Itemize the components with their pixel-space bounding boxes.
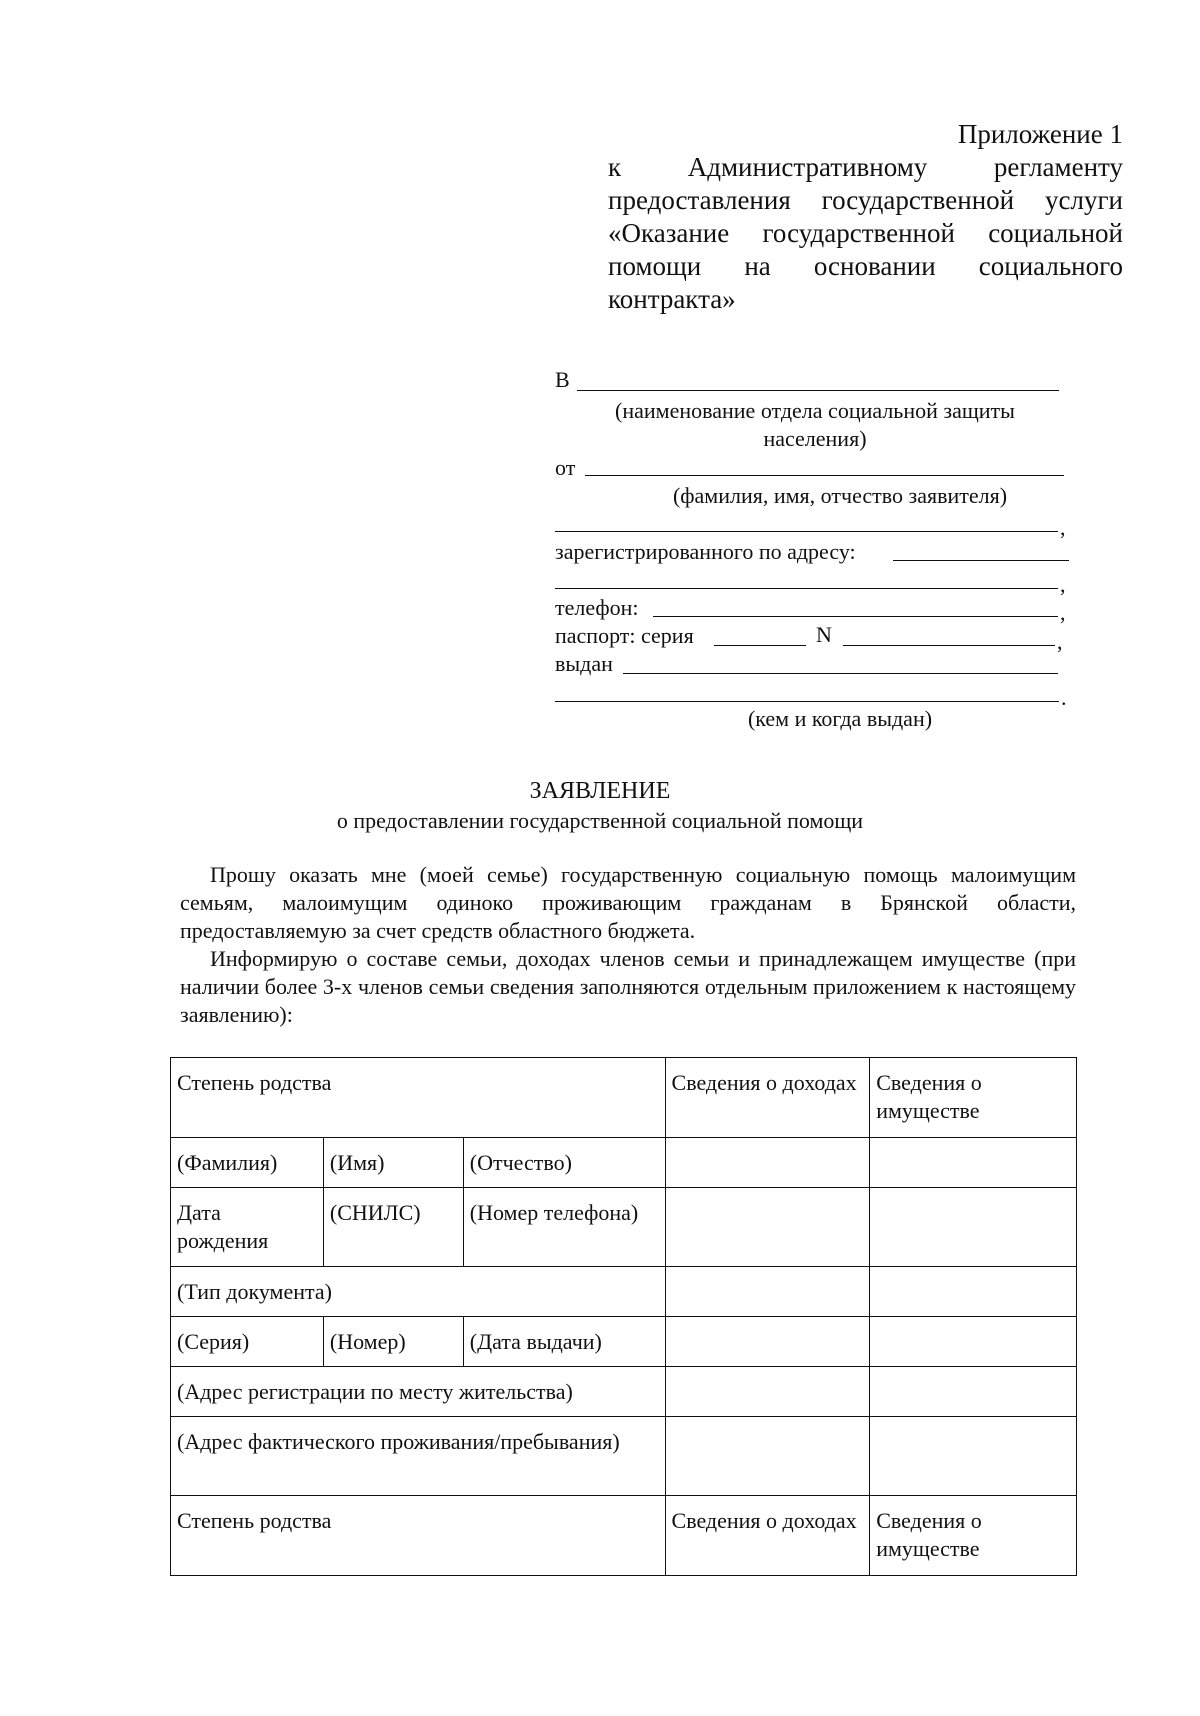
comma: , (1060, 600, 1066, 625)
table-row (171, 1267, 1077, 1317)
statement-paragraph: Прошу оказать мне (моей семье) государственную социальную помощь малоимущим семьям, малоимущим одиноко проживающим гражданам в Брянской области, предоставляемую за счет средств областного бюджета. (180, 862, 1076, 943)
relation-header: Степень родства (171, 1058, 666, 1138)
table-row (171, 1188, 1077, 1267)
income-header: Сведения о доходах (665, 1496, 870, 1576)
comma: , (1060, 515, 1066, 540)
actual-address-cell[interactable]: (Адрес фактического проживания/пребывания) (171, 1417, 666, 1496)
period: . (1061, 685, 1067, 710)
series-cell[interactable]: (Серия) (171, 1317, 324, 1367)
to-department-field[interactable] (577, 390, 1059, 391)
surname-cell[interactable]: (Фамилия) (171, 1138, 324, 1188)
table-row (171, 1317, 1077, 1367)
income-cell[interactable] (665, 1138, 870, 1188)
income-cell[interactable] (665, 1188, 870, 1267)
appendix-line: контракта» (608, 284, 736, 314)
property-cell[interactable] (870, 1317, 1077, 1367)
property-cell[interactable] (870, 1138, 1077, 1188)
snils-cell[interactable]: (СНИЛС) (323, 1188, 463, 1267)
to-caption: (наименование отдела социальной защиты населения) (615, 398, 1015, 451)
property-header: Сведения о имуществе (870, 1496, 1077, 1576)
applicant-name-continuation-field[interactable] (555, 531, 1058, 532)
appendix-line: помощи на основании социального (608, 251, 1123, 281)
property-cell[interactable] (870, 1267, 1077, 1317)
patronymic-cell[interactable]: (Отчество) (463, 1138, 665, 1188)
phone-number-cell[interactable]: (Номер телефона) (463, 1188, 665, 1267)
appendix-header (608, 118, 1123, 316)
table-row (171, 1417, 1077, 1496)
birth-date-cell[interactable]: Дата рождения (171, 1188, 324, 1267)
income-cell[interactable] (665, 1367, 870, 1417)
property-cell[interactable] (870, 1188, 1077, 1267)
statement-subtitle: о предоставлении государственной социальной помощи (336, 808, 864, 833)
table-row (171, 1496, 1077, 1576)
from-prefix: от (555, 455, 576, 480)
phone-label: телефон: (555, 595, 639, 620)
appendix-line: к Административному регламенту (608, 152, 1123, 182)
passport-number-field[interactable] (843, 645, 1055, 646)
doc-type-cell[interactable]: (Тип документа) (171, 1267, 666, 1317)
appendix-number: Приложение 1 (957, 119, 1123, 149)
to-prefix: В (555, 367, 570, 392)
table-row (171, 1367, 1077, 1417)
from-caption: (фамилия, имя, отчество заявителя) (672, 483, 1008, 508)
registered-address-continuation-field[interactable] (555, 588, 1058, 589)
registered-address-field[interactable] (893, 560, 1069, 561)
property-cell[interactable] (870, 1367, 1077, 1417)
property-header: Сведения о имуществе (870, 1058, 1077, 1138)
comma: , (1060, 572, 1066, 597)
income-cell[interactable] (665, 1417, 870, 1496)
table-row (171, 1058, 1077, 1138)
issue-date-cell[interactable]: (Дата выдачи) (463, 1317, 665, 1367)
registered-address-label: зарегистрированного по адресу: (555, 539, 856, 564)
appendix-line: предоставления государственной услуги (608, 185, 1123, 215)
table-row (171, 1138, 1077, 1188)
income-header: Сведения о доходах (665, 1058, 870, 1138)
comma: , (1057, 629, 1063, 654)
relation-header: Степень родства (171, 1496, 666, 1576)
passport-number-label: N (816, 622, 832, 647)
from-applicant-field[interactable] (585, 475, 1064, 476)
phone-field[interactable] (653, 616, 1058, 617)
statement-body (180, 861, 1076, 1029)
income-cell[interactable] (665, 1267, 870, 1317)
family-info-table (170, 1057, 1077, 1576)
passport-series-label: паспорт: серия (555, 623, 694, 648)
name-cell[interactable]: (Имя) (323, 1138, 463, 1188)
issued-label: выдан (555, 651, 613, 676)
income-cell[interactable] (665, 1317, 870, 1367)
issued-by-continuation-field[interactable] (555, 701, 1059, 702)
number-cell[interactable]: (Номер) (323, 1317, 463, 1367)
appendix-line: «Оказание государственной социальной (608, 218, 1123, 248)
issued-caption: (кем и когда выдан) (747, 706, 933, 731)
property-cell[interactable] (870, 1417, 1077, 1496)
passport-series-field[interactable] (714, 645, 806, 646)
issued-by-field[interactable] (623, 673, 1058, 674)
statement-title: ЗАЯВЛЕНИЕ (529, 778, 671, 804)
reg-address-cell[interactable]: (Адрес регистрации по месту жительства) (171, 1367, 666, 1417)
statement-paragraph: Информирую о составе семьи, доходах членов семьи и принадлежащем имуществе (при наличии более 3-х членов семьи сведения заполняются отдельным приложением к настоящему заявлению): (180, 946, 1076, 1027)
